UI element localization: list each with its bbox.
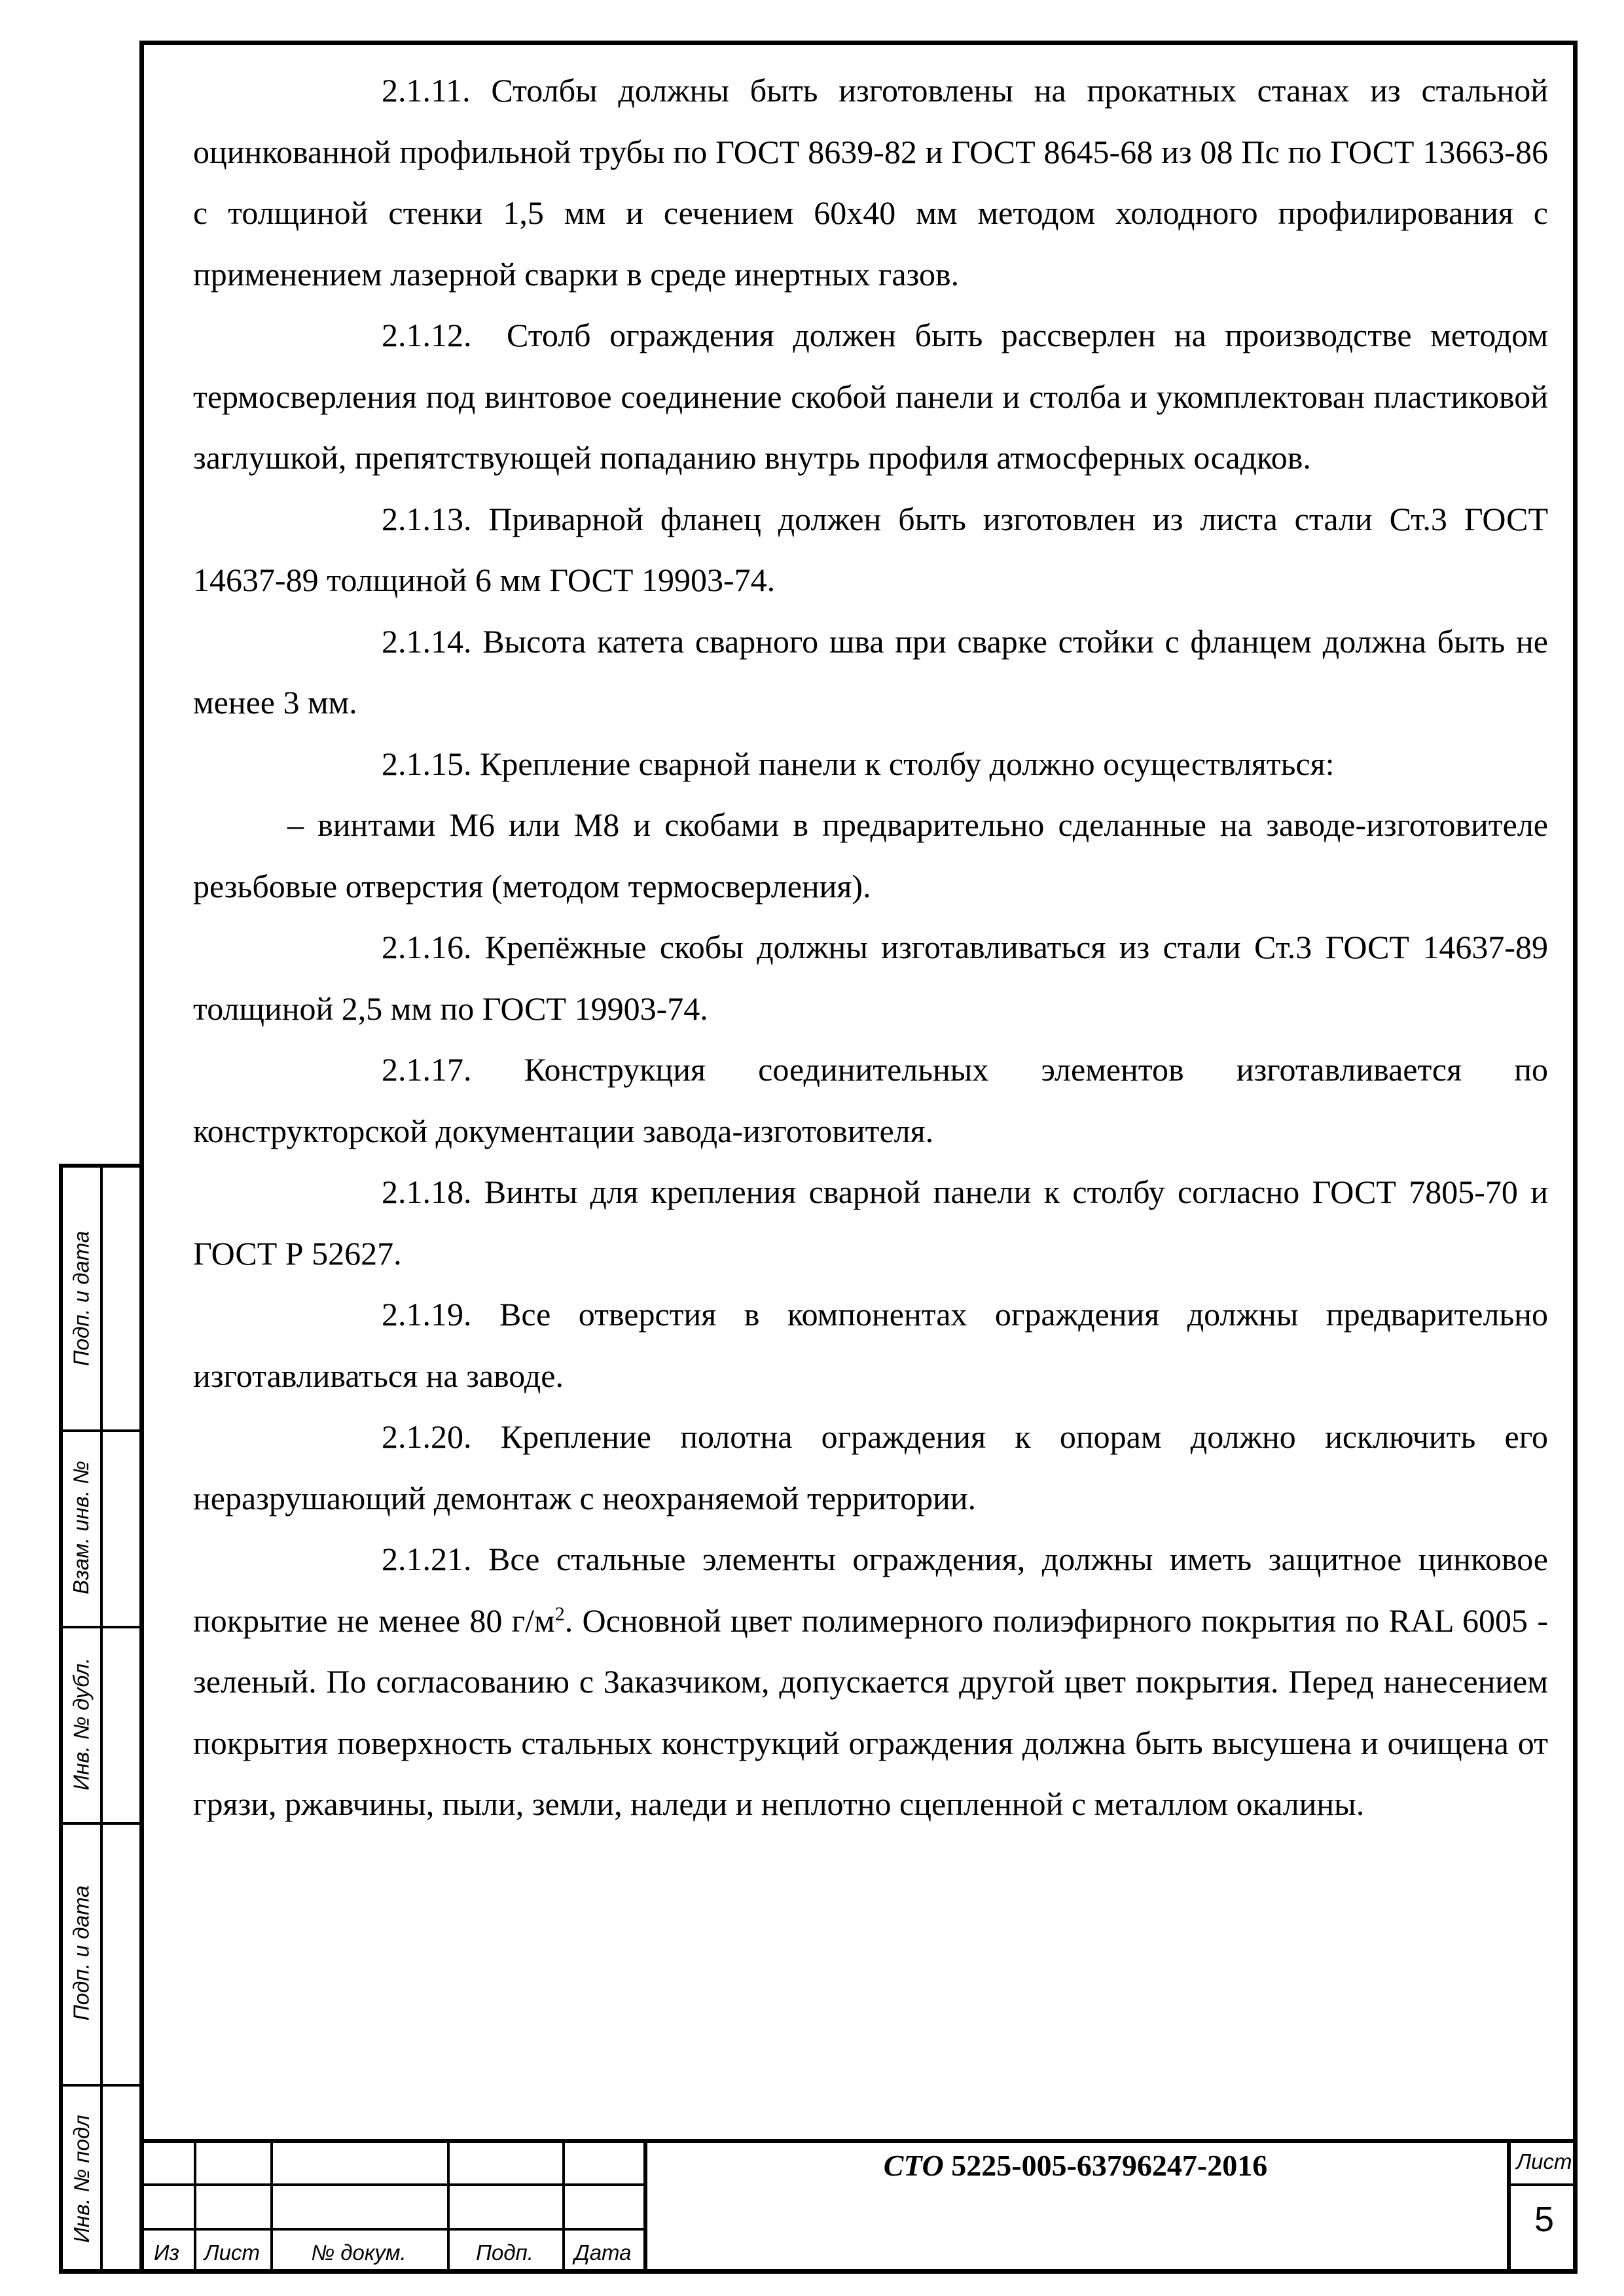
clause-text: . Основной цвет полимерного полиэфирного покрытия по RAL 6005 - зеленый. По согласованию с Заказчиком, допускается другой цвет покрытия. Перед нанесением покрытия поверхность стальных конструкций ограждения должна быть высушена и очищена от грязи, ржавчины, пыли, земли, наледи и неплотно сцепленной с металлом окалины. (193, 1602, 1548, 1822)
col-label-sheet: Лист (204, 2240, 260, 2265)
title-block (139, 2139, 1578, 2274)
sheet-label: Лист (1516, 2149, 1572, 2174)
clause-text: – винтами М6 или М8 и скобами в предварительно сделанные на заводе-изготовителе резьбовые отверстия (методом термосверления). (193, 806, 1548, 905)
col-label-doc-number: № докум. (311, 2240, 406, 2265)
list-item-fasteners (193, 795, 1548, 917)
clause-number: 2.1.18. (382, 1174, 472, 1210)
paragraph-2-1-13 (193, 489, 1548, 611)
title-block-row-line (1507, 2183, 1578, 2186)
sheet-number: 5 (1534, 2200, 1555, 2239)
col-label-signature: Подп. (476, 2240, 533, 2265)
paragraph-2-1-20 (193, 1407, 1548, 1529)
clause-text: Столб ограждения должен быть рассверлен на производстве методом термосверления под винтовое соединение скобой панели и столба и укомплектован пластиковой заглушкой, препятствующей попаданию внутрь профиля атмосферных осадков. (193, 317, 1548, 476)
title-block-row-line (139, 2228, 647, 2231)
paragraph-2-1-21 (193, 1529, 1548, 1835)
paragraph-2-1-16 (193, 917, 1548, 1039)
clause-text: Крепление полотна ограждения к опорам должно исключить его неразрушающий демонтаж с неохраняемой территории. (193, 1418, 1549, 1516)
clause-number: 2.1.15. (382, 745, 472, 782)
side-label-duplicate-inv: Инв. № дубл. (69, 1657, 94, 1791)
title-block-row-line (139, 2183, 647, 2186)
side-label-sign-date: Подп. и дата (69, 1230, 94, 1367)
paragraph-2-1-15 (193, 734, 1548, 795)
clause-text: Винты для крепления сварной панели к столбу согласно ГОСТ 7805-70 и ГОСТ Р 52627. (193, 1174, 1549, 1272)
paragraph-2-1-12 (193, 305, 1548, 489)
clause-number: 2.1.12. (382, 317, 472, 353)
clause-text: Крепление сварной панели к столбу должно осуществляться: (480, 745, 1335, 782)
side-label-original-inv: Инв. № подл (69, 2115, 94, 2243)
clause-number: 2.1.13. (382, 500, 472, 537)
col-label-date: Дата (574, 2240, 632, 2265)
document-body (193, 60, 1548, 1835)
clause-number: 2.1.16. (382, 929, 472, 965)
clause-text: Конструкция соединительных элементов изготавливается по конструкторской документации завода-изготовителя. (193, 1051, 1548, 1149)
document-designation (647, 2148, 1504, 2183)
paragraph-2-1-17 (193, 1039, 1548, 1162)
clause-number: 2.1.11. (382, 72, 471, 109)
side-stamp-column (59, 1164, 139, 2274)
doc-number: 5225-005-63796247-2016 (951, 2149, 1268, 2182)
paragraph-2-1-18 (193, 1162, 1548, 1284)
clause-text: Высота катета сварного шва при сварке стойки с фланцем должна быть не менее 3 мм. (193, 622, 1548, 721)
side-label-replacement-inv: Взам. инв. № (69, 1460, 94, 1595)
clause-number: 2.1.14. (382, 622, 472, 660)
paragraph-2-1-19 (193, 1284, 1548, 1407)
side-column-divider (100, 1168, 103, 2269)
superscript: 2 (554, 1602, 565, 1624)
clause-text: Все отверстия в компонентах ограждения должны предварительно изготавливаться на заводе. (193, 1296, 1548, 1394)
title-block-top-border (139, 2139, 1578, 2143)
side-label-sign-date-2: Подп. и дата (69, 1885, 94, 2021)
col-label-change: Из (154, 2240, 179, 2265)
paragraph-2-1-14 (193, 611, 1548, 734)
clause-number: 2.1.19. (382, 1296, 472, 1333)
clause-number: 2.1.21. (382, 1541, 472, 1577)
clause-number: 2.1.20. (382, 1418, 472, 1455)
doc-prefix: СТО (883, 2149, 944, 2182)
clause-number: 2.1.17. (382, 1051, 472, 1088)
paragraph-2-1-11 (193, 60, 1548, 305)
clause-text: Столбы должны быть изготовлены на прокатных станах из стальной оцинкованной профильной трубы по ГОСТ 8639-82 и ГОСТ 8645-68 из 08 Пс по ГОСТ 13663-86 с толщиной стенки 1,5 мм и сечением 60х40 мм методом холодного профилирования с применением лазерной сварки в среде инертных газов. (193, 72, 1548, 293)
clause-text: Крепёжные скобы должны изготавливаться из стали Ст.3 ГОСТ 14637-89 толщиной 2,5 мм по ГОСТ 19903-74. (193, 929, 1548, 1027)
clause-text: Приварной фланец должен быть изготовлен из листа стали Ст.3 ГОСТ 14637-89 толщиной 6 мм ГОСТ 19903-74. (193, 500, 1549, 598)
clause-text: Все стальные элементы ограждения, должны иметь защитное цинковое покрытие не менее 80 г/м (193, 1541, 1548, 1639)
